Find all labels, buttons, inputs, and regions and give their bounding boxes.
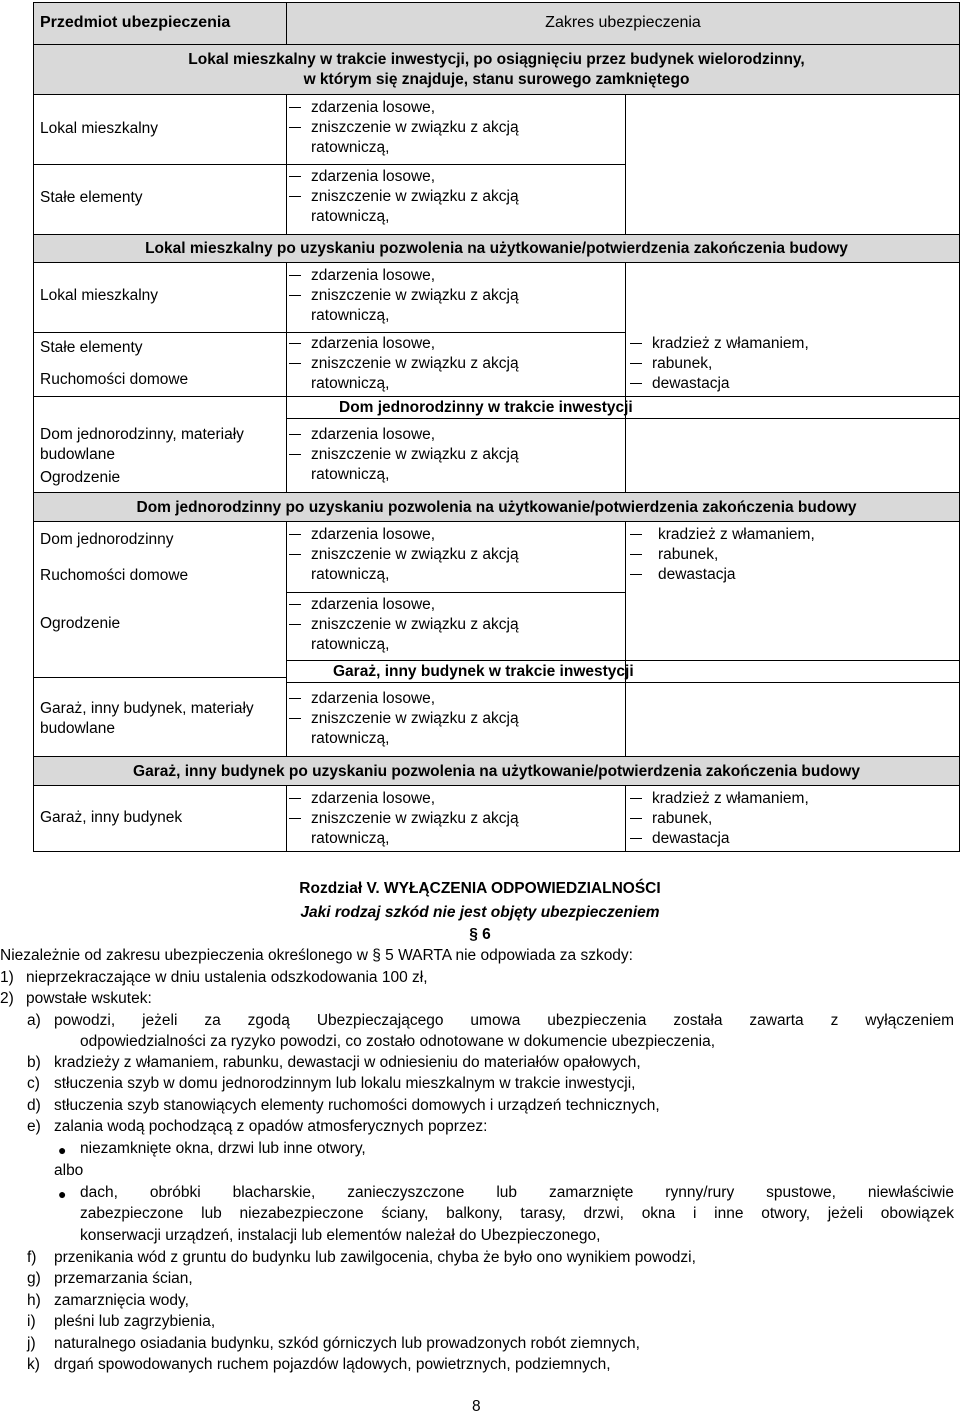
list-item: zniszczenie w związku z akcją (289, 354, 519, 374)
list-num-2: 2) (0, 990, 14, 1007)
section-lokal-inwestycja-l2: w którym się znajduje, stanu surowego zamkniętego (303, 71, 690, 88)
intro-text: Niezależnie od zakresu ubezpieczenia określonego w § 5 WARTA nie odpowiada za szkody: (0, 947, 633, 964)
list-item: ratowniczą, (311, 375, 390, 392)
list-item-g: przemarzania ścian, (54, 1270, 193, 1287)
list-item: kradzież z włamaniem, (630, 334, 809, 354)
list-item: zniszczenie w związku z akcją (289, 615, 519, 635)
paragraph-symbol: § 6 (469, 926, 491, 943)
subject-garaz-materialy-2: budowlane (40, 720, 115, 737)
list-item-h: zamarznięcia wody, (54, 1292, 189, 1309)
chapter-title: Rozdział V. WYŁĄCZENIA ODPOWIEDZIALNOŚCI (299, 880, 661, 897)
list-item: zdarzenia losowe, (289, 789, 435, 809)
list-item: ratowniczą, (311, 208, 390, 225)
list-num-i: i) (27, 1313, 36, 1330)
list-item: kradzież z włamaniem, (630, 789, 809, 809)
sub-garaz-inwestycja: Garaż, inny budynek w trakcie inwestycji (333, 663, 634, 680)
section3-rows (33, 522, 960, 757)
section-lokal-inwestycja-l1: Lokal mieszkalny w trakcie inwestycji, po osiągnięciu przez budynek wielorodzinny, (188, 51, 805, 68)
list-item: ratowniczą, (311, 307, 390, 324)
list-item: zniszczenie w związku z akcją (289, 545, 519, 565)
list-item-a-2: odpowiedzialności za ryzyko powodzi, co zostało odnotowane w dokumencie ubezpieczenia, (80, 1033, 716, 1050)
table-header (33, 2, 960, 44)
section4-rows (33, 786, 960, 852)
list-num-a: a) (27, 1012, 41, 1029)
subject-ogrodzenie: Ogrodzenie (40, 469, 121, 486)
section-garaz-uzytkowanie: Garaż, inny budynek po uzyskaniu pozwolenia na użytkowanie/potwierdzenia zakończenia budowy (33, 757, 960, 786)
list-item: zdarzenia losowe, (289, 98, 435, 118)
list-num-d: d) (27, 1097, 41, 1114)
list-item: zdarzenia losowe, (289, 266, 435, 286)
list-item: dewastacja (630, 565, 736, 585)
subject-stale: Stałe elementy (40, 339, 143, 356)
bullet-icon: ● (58, 1142, 67, 1158)
list-item-b: kradzieży z włamaniem, rabunku, dewastacji w odniesieniu do materiałów opałowych, (54, 1054, 641, 1071)
list-item: zniszczenie w związku z akcją (289, 445, 519, 465)
list-item: zniszczenie w związku z akcją (289, 118, 519, 138)
subject-dom-materialy: Dom jednorodzinny, materiały (40, 426, 244, 443)
subject-garaz-materialy: Garaż, inny budynek, materiały (40, 700, 254, 717)
list-item: zdarzenia losowe, (289, 689, 435, 709)
coverage-table (33, 2, 960, 852)
list-item: ratowniczą, (311, 139, 390, 156)
subject-stale: Stałe elementy (40, 189, 143, 206)
list-item-d: stłuczenia szyb stanowiących elementy ruchomości domowych i urządzeń technicznych, (54, 1097, 660, 1114)
list-item: rabunek, (630, 354, 712, 374)
list-num-k: k) (27, 1356, 40, 1373)
list-item: zdarzenia losowe, (289, 525, 435, 545)
list-num-b: b) (27, 1054, 41, 1071)
subject-ruchomosci: Ruchomości domowe (40, 567, 189, 584)
header-subject: Przedmiot ubezpieczenia (34, 3, 287, 44)
subject-dom-materialy-2: budowlane (40, 446, 115, 463)
list-item: kradzież z włamaniem, (630, 525, 815, 545)
list-item: zniszczenie w związku z akcją (289, 286, 519, 306)
subject-ogrodzenie: Ogrodzenie (40, 615, 121, 632)
section-dom-uzytkowanie: Dom jednorodzinny po uzyskaniu pozwolenia na użytkowanie/potwierdzenia zakończenia budowy (33, 493, 960, 522)
list-item: zniszczenie w związku z akcją (289, 809, 519, 829)
list-item-e: zalania wodą pochodzącą z opadów atmosferycznych poprzez: (54, 1118, 488, 1135)
list-item: dewastacja (630, 829, 730, 849)
chapter-subtitle: Jaki rodzaj szkód nie jest objęty ubezpieczeniem (300, 904, 660, 921)
header-scope: Zakres ubezpieczenia (545, 14, 701, 31)
list-item: ratowniczą, (311, 830, 390, 847)
list-item: rabunek, (630, 545, 718, 565)
list-item-e-1: niezamknięte okna, drzwi lub inne otwory, (80, 1140, 366, 1157)
list-item-e-2: dach, obróbki blacharskie, zanieczyszczone lub zamarznięte rynny/rury spustowe, niewłaściwie (80, 1184, 954, 1201)
list-item-e-albo: albo (54, 1162, 84, 1179)
list-num-e: e) (27, 1118, 41, 1135)
section1-rows (33, 95, 960, 235)
list-item-f: przenikania wód z gruntu do budynku lub zawilgocenia, chyba że było ono wynikiem powodzi, (54, 1249, 696, 1266)
list-item: zniszczenie w związku z akcją (289, 709, 519, 729)
list-item: ratowniczą, (311, 466, 390, 483)
list-item-i: pleśni lub zagrzybienia, (54, 1313, 216, 1330)
section-lokal-uzytkowanie: Lokal mieszkalny po uzyskaniu pozwolenia na użytkowanie/potwierdzenia zakończenia budowy (33, 235, 960, 263)
bullet-icon: ● (58, 1186, 67, 1202)
list-item: ratowniczą, (311, 636, 390, 653)
list-num-1: 1) (0, 969, 14, 986)
list-item: zdarzenia losowe, (289, 425, 435, 445)
section-lokal-inwestycja (33, 44, 960, 95)
sub-dom-inwestycja: Dom jednorodzinny w trakcie inwestycji (339, 399, 633, 416)
subject-garaz: Garaż, inny budynek (40, 809, 183, 826)
list-num-j: j) (27, 1335, 36, 1352)
list-num-c: c) (27, 1075, 40, 1092)
subject-dom: Dom jednorodzinny (40, 531, 174, 548)
list-item-a: powodzi, jeżeli za zgodą Ubezpieczającego umowa ubezpieczenia została zawarta z wyłączeniem (54, 1012, 954, 1029)
subject-lokal: Lokal mieszkalny (40, 287, 159, 304)
list-item: rabunek, (630, 809, 712, 829)
subject-lokal: Lokal mieszkalny (40, 120, 159, 137)
list-num-g: g) (27, 1270, 41, 1287)
list-item-2: powstałe wskutek: (26, 990, 152, 1007)
list-item: zdarzenia losowe, (289, 595, 435, 615)
list-item-e-2c: konserwacji urządzeń, instalacji lub elementów należał do Ubezpieczonego, (80, 1227, 601, 1244)
list-num-f: f) (27, 1249, 37, 1266)
list-item-j: naturalnego osiadania budynku, szkód górniczych lub prowadzonych robót ziemnych, (54, 1335, 640, 1352)
list-num-h: h) (27, 1292, 41, 1309)
list-item: ratowniczą, (311, 566, 390, 583)
list-item: ratowniczą, (311, 730, 390, 747)
list-item-c: stłuczenia szyb w domu jednorodzinnym lub lokalu mieszkalnym w trakcie inwestycji, (54, 1075, 636, 1092)
list-item: zniszczenie w związku z akcją (289, 187, 519, 207)
subject-ruchomosci: Ruchomości domowe (40, 371, 189, 388)
list-item: zdarzenia losowe, (289, 167, 435, 187)
page-number: 8 (472, 1398, 481, 1415)
section2-rows (33, 263, 960, 493)
list-item: zdarzenia losowe, (289, 334, 435, 354)
list-item-e-2b: zabezpieczone lub niezabezpieczone ściany, balkony, tarasy, drzwi, okna i inne otwory, jeżeli obowiązek (80, 1205, 954, 1222)
list-item-1: nieprzekraczające w dniu ustalenia odszkodowania 100 zł, (26, 969, 428, 986)
list-item: dewastacja (630, 374, 730, 394)
list-item-k: drgań spowodowanych ruchem pojazdów lądowych, powietrznych, podziemnych, (54, 1356, 611, 1373)
